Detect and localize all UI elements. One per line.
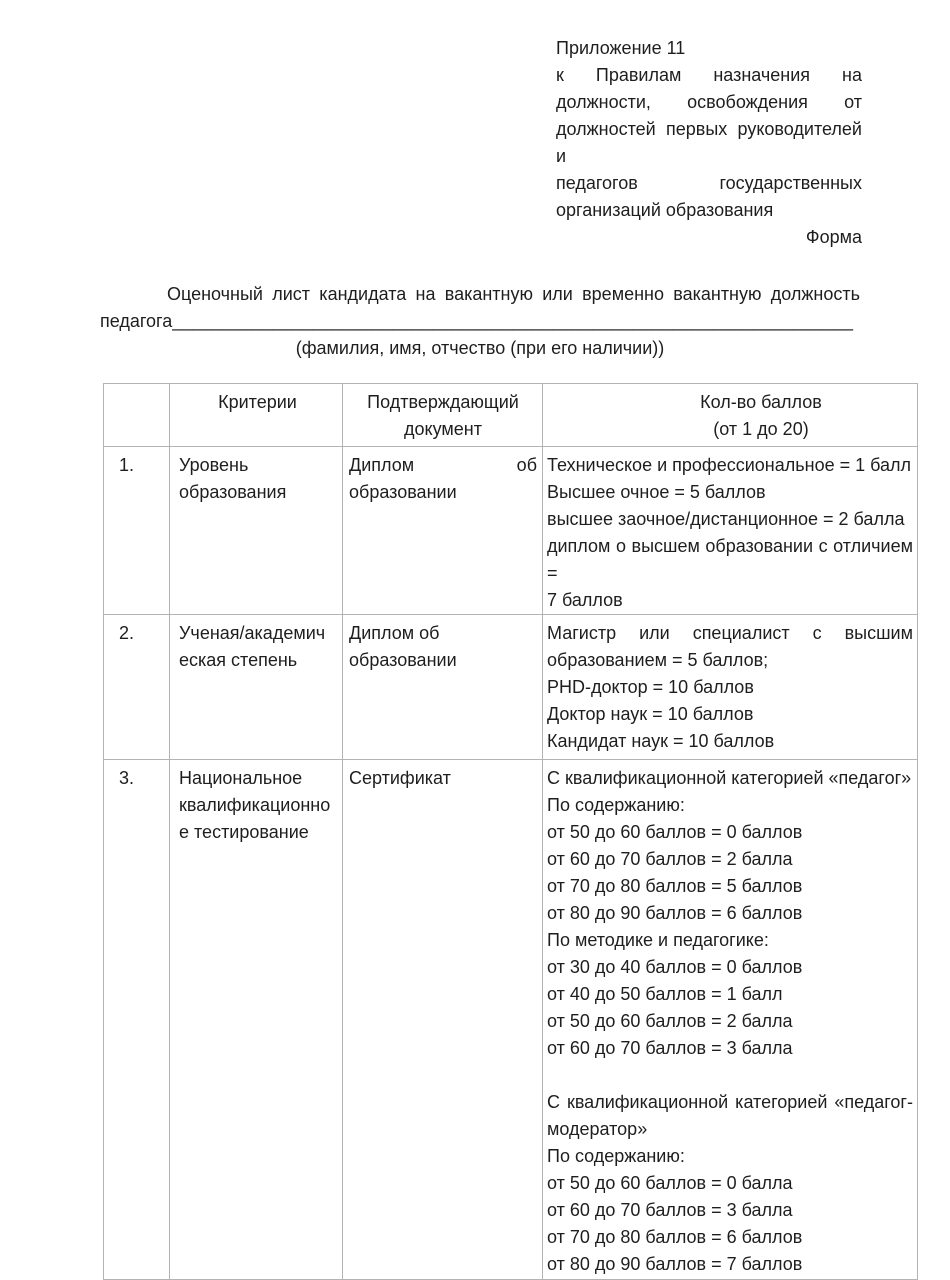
cell-line: Ученая/академич [179,623,326,643]
cell-line: образовании [349,482,457,502]
cell-line: Высшее очное = 5 баллов [547,482,766,502]
row-number-cell [104,447,170,615]
cell-line: модератор» [547,1119,648,1139]
row-number-cell [104,615,170,760]
cell-line: Техническое и профессиональное = 1 балл [547,455,912,475]
candidate-role-label: педагога [100,311,173,331]
criteria-cell [170,447,343,615]
cell-line: от 60 до 70 баллов = 2 балла [547,849,793,869]
cell-line: Кандидат наук = 10 баллов [547,731,775,751]
cell-line: PHD-доктор = 10 баллов [547,677,754,697]
cell-line: от 50 до 60 баллов = 0 баллов [547,822,803,842]
candidate-name-blank: ____________________________________________________________________ [172,311,853,331]
header-cell-points [543,384,918,447]
appendix-block [556,35,862,251]
appendix-line: педагогов государственных [556,173,862,193]
appendix-line: организаций образования [556,200,774,220]
header-cell-number [104,384,170,447]
header-line: документ [404,419,482,439]
criteria-cell [170,760,343,1280]
points-cell [543,760,918,1280]
cell-line: По содержанию: [547,795,685,815]
appendix-number: Приложение 11 [556,38,686,58]
cell-line [547,1062,913,1089]
page-title-line-2 [100,308,860,335]
cell-line: По методике и педагогике: [547,930,769,950]
cell-line: от 70 до 80 баллов = 5 баллов [547,876,803,896]
cell-line: Уровень [179,455,249,475]
form-label: Форма [805,227,862,247]
cell-line: образования [179,482,287,502]
cell-line: По содержанию: [547,1146,685,1166]
cell-line: 2. [119,623,135,643]
cell-line: Доктор наук = 10 баллов [547,704,754,724]
document-cell [343,615,543,760]
cell-line: Национальное [179,768,303,788]
cell-line: Магистр или специалист с высшим [547,623,913,643]
cell-line: С квалификационной категорией «педагог» [547,768,912,788]
header-cell-criteria: Критерии [170,384,343,447]
cell-line: Сертификат [349,768,451,788]
points-cell [543,447,918,615]
cell-line: от 50 до 60 баллов = 0 балла [547,1173,793,1193]
document-cell [343,760,543,1280]
criteria-cell [170,615,343,760]
cell-line: квалификационно [179,795,331,815]
name-caption: (фамилия, имя, отчество (при его наличии)) [295,338,665,358]
cell-line: от 70 до 80 баллов = 6 баллов [547,1227,803,1247]
header-line: Подтверждающий [367,392,519,412]
row-number-cell [104,760,170,1280]
header-line: Кол-во баллов [700,392,822,412]
cell-line: С квалификационной категорией «педагог- [547,1092,913,1112]
cell-line: от 40 до 50 баллов = 1 балл [547,984,783,1004]
cell-line: от 60 до 70 баллов = 3 балла [547,1200,793,1220]
cell-line: от 80 до 90 баллов = 6 баллов [547,903,803,923]
table-row [104,447,918,615]
title-block [100,281,860,362]
header-line: (от 1 до 20) [713,419,809,439]
cell-line: от 30 до 40 баллов = 0 баллов [547,957,803,977]
header-cell-document [343,384,543,447]
appendix-line: должностей первых руководителей и [556,119,862,166]
cell-line: от 50 до 60 баллов = 2 балла [547,1011,793,1031]
cell-line: образовании [349,650,457,670]
cell-line: диплом о высшем образовании с отличием = [547,536,913,583]
header-row [104,384,918,447]
cell-line: образованием = 5 баллов; [547,650,769,670]
table-row [104,760,918,1280]
cell-line: 7 баллов [547,590,623,610]
cell-line: Диплом об [349,455,537,475]
cell-line: е тестирование [179,822,309,842]
cell-line: 3. [119,768,135,788]
cell-line: Диплом об [349,623,440,643]
appendix-line: должности, освобождения от [556,92,862,112]
points-cell [543,615,918,760]
cell-line: от 60 до 70 баллов = 3 балла [547,1038,793,1058]
cell-line: 1. [119,455,135,475]
evaluation-table [103,383,918,1280]
table-row [104,615,918,760]
page-title-line-1: Оценочный лист кандидата на вакантную или временно вакантную должность [167,284,860,304]
table-body [104,447,918,1280]
document-cell [343,447,543,615]
table-header [104,384,918,447]
appendix-line: к Правилам назначения на [556,65,862,85]
cell-line: от 80 до 90 баллов = 7 баллов [547,1254,803,1274]
cell-line: высшее заочное/дистанционное = 2 балла [547,509,905,529]
cell-line: еская степень [179,650,298,670]
